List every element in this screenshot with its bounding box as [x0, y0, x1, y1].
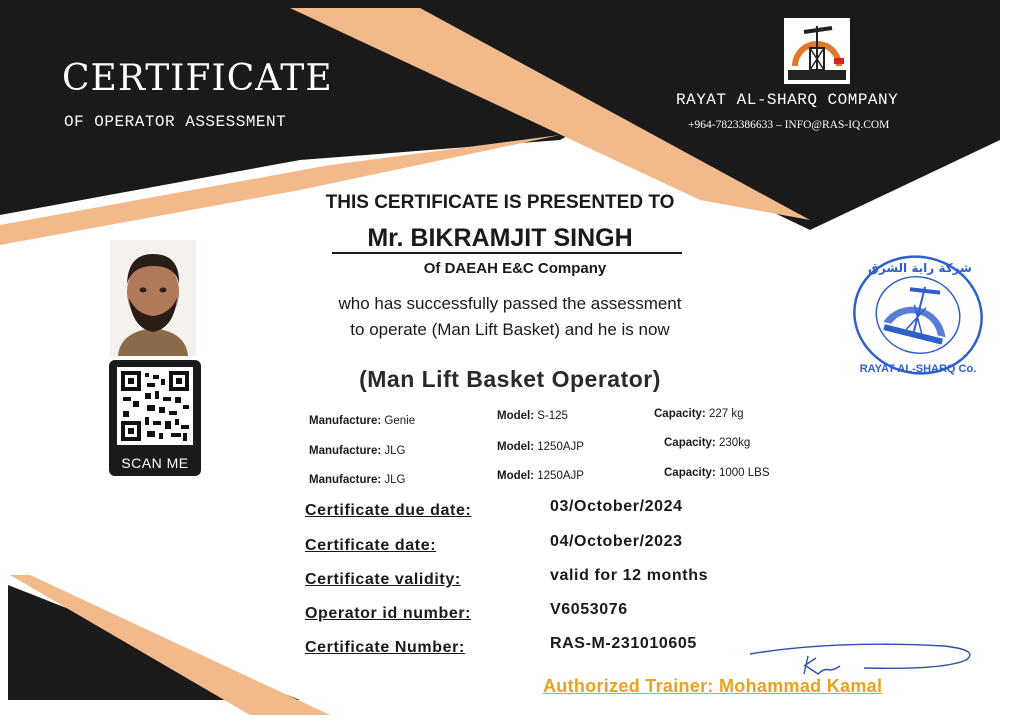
- company-stamp: [848, 250, 988, 380]
- equipment-row: [664, 467, 770, 479]
- equipment-row: [497, 470, 584, 482]
- certificate-date-value: 04/October/2023: [550, 533, 683, 550]
- validity-label: Certificate validity:: [305, 571, 461, 588]
- assessment-text-line-1: who has successfully passed the assessment: [338, 294, 682, 313]
- manufacture-label: Manufacture:: [309, 415, 382, 427]
- presented-to-heading: THIS CERTIFICATE IS PRESENTED TO: [325, 192, 675, 213]
- equipment-row: [664, 437, 750, 449]
- stamp-arabic-text: شركة راية الشرق: [868, 261, 972, 275]
- due-date-label: Certificate due date:: [305, 502, 472, 519]
- certificate-subtitle: OF OPERATOR ASSESSMENT: [64, 113, 287, 131]
- certificate-number-label: Certificate Number:: [305, 639, 465, 656]
- operator-role: (Man Lift Basket Operator): [359, 366, 661, 392]
- manufacture-value: Genie: [384, 415, 416, 427]
- due-date-value: 03/October/2024: [550, 498, 683, 515]
- certificate-title: CERTIFICATE: [62, 58, 333, 99]
- stamp-english-text: RAYAT AL-SHARQ Co.: [859, 363, 977, 375]
- capacity-label: Capacity:: [664, 437, 716, 449]
- equipment-row: [497, 441, 584, 453]
- manufacture-value: JLG: [384, 474, 406, 486]
- authorized-trainer: Authorized Trainer: Mohammad Kamal: [543, 676, 883, 696]
- company-logo: [784, 18, 850, 84]
- model-label: Model:: [497, 441, 535, 453]
- operator-id-value: V6053076: [550, 601, 628, 618]
- capacity-label: Capacity:: [654, 408, 706, 420]
- capacity-value: 1000 LBS: [718, 467, 770, 479]
- operator-id-label: Operator id number:: [305, 605, 472, 622]
- certificate-date-label: Certificate date:: [305, 537, 437, 554]
- equipment-row: [309, 415, 415, 427]
- assessment-text-line-2: to operate (Man Lift Basket) and he is now: [350, 320, 670, 339]
- capacity-value: 227 kg: [708, 408, 744, 420]
- equipment-row: [654, 408, 744, 420]
- manufacture-value: JLG: [384, 445, 406, 457]
- equipment-row: [309, 445, 406, 457]
- certificate-number-value: RAS-M-231010605: [550, 635, 697, 652]
- model-value: S-125: [537, 410, 568, 422]
- model-label: Model:: [497, 410, 535, 422]
- recipient-name: Mr. BIKRAMJIT SINGH: [367, 224, 633, 252]
- manufacture-label: Manufacture:: [309, 474, 382, 486]
- name-underline: [332, 252, 682, 254]
- capacity-label: Capacity:: [664, 467, 716, 479]
- model-value: 1250AJP: [537, 441, 584, 453]
- scan-me-label: SCAN ME: [121, 455, 189, 471]
- company-name: RAYAT AL-SHARQ COMPANY: [676, 91, 899, 109]
- manufacture-label: Manufacture:: [309, 445, 382, 457]
- equipment-row: [497, 410, 568, 422]
- model-label: Model:: [497, 470, 535, 482]
- model-value: 1250AJP: [537, 470, 584, 482]
- recipient-company: Of DAEAH E&C Company: [423, 260, 607, 277]
- qr-code-icon[interactable]: [121, 371, 189, 441]
- operator-photo: [110, 240, 196, 356]
- validity-value: valid for 12 months: [550, 567, 709, 584]
- capacity-value: 230kg: [718, 437, 751, 449]
- company-contact: +964-7823386633 – INFO@RAS-IQ.COM: [688, 119, 890, 131]
- equipment-row: [309, 474, 406, 486]
